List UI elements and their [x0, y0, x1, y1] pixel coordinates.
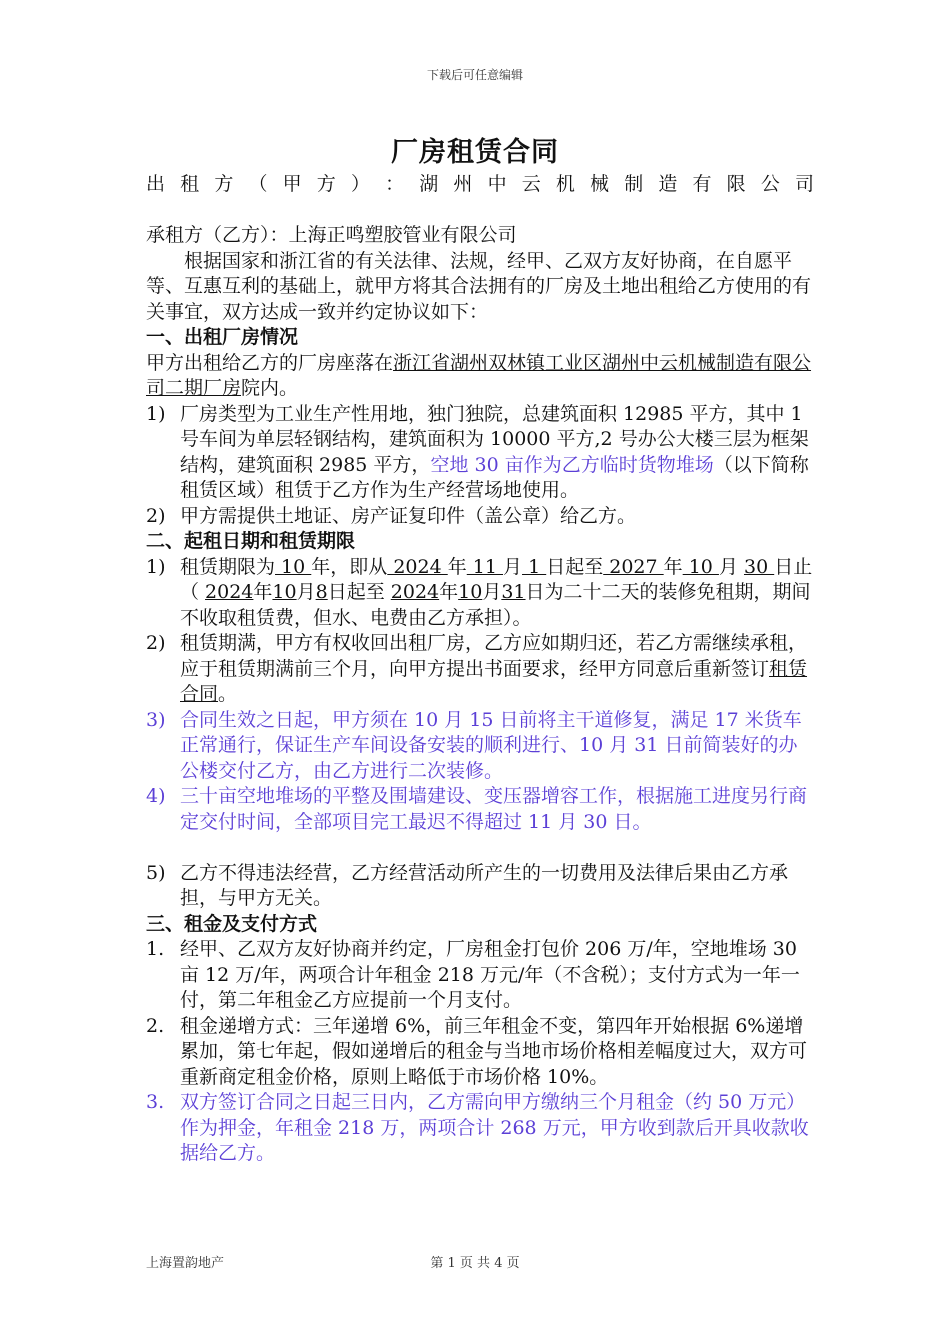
lessor-char: 械 [590, 173, 610, 195]
section2-item [146, 784, 814, 835]
section1-item [146, 504, 814, 530]
text-run: 日止（ [180, 555, 813, 603]
lessor-char: 方 [214, 173, 234, 195]
lessor-char: ： [385, 173, 405, 195]
item-number: 5) [146, 861, 166, 884]
lead-text: 院内。 [241, 377, 299, 399]
item-text: 甲方需提供土地证、房产证复印件（盖公章）给乙方。 [180, 504, 637, 527]
section2-item [146, 555, 814, 632]
item-text [180, 631, 814, 708]
start-month: 11 [466, 555, 504, 578]
lessor-char: 租 [180, 173, 200, 195]
text-run: 厂房类型为工业生产性用地，独门独院，总建筑面积 12985 平方，其中 1 号车间为单层轻钢结构，建筑面积为 10000 平方,2 号办公大楼三层为框架结构，建筑面积 2985 平方， [180, 402, 809, 476]
free-end-month: 10 [458, 581, 483, 603]
start-day: 1 [522, 555, 547, 578]
lessor-char: 造 [658, 173, 678, 195]
text-run: 月 [503, 555, 523, 578]
item-text: 经甲、乙双方友好协商并约定，厂房租金打包价 206 万/年，空地堆场 30 亩 12 万/年，两项合计年租金 218 万元/年（不含税）；支付方式为一年一付，第二年租金乙方应提前一个月支付。 [180, 938, 800, 1011]
lessor-char: 有 [692, 173, 712, 195]
text-run: 租赁期满，甲方有权收回出租厂房，乙方应如期归还，若乙方需继续承租，应于租赁期满前三个月，向甲方提出书面要求，经甲方同意后重新签订 [180, 632, 808, 680]
text-run: 月 [296, 581, 316, 603]
footer-page-number: 第 1 页 共 4 页 [430, 1256, 520, 1271]
free-end-year: 2024 [390, 581, 440, 603]
lessor-char: ） [350, 173, 370, 195]
lease-contract-link[interactable]: 租赁合同 [180, 657, 808, 705]
section2-heading: 二、起租日期和租赁期限 [146, 530, 356, 552]
item-number: 2) [146, 504, 166, 527]
item-text: 三十亩空地堆场的平整及围墙建设、变压器增容工作，根据施工进度另行商定交付时间，全部项目完工最迟不得超过 11 月 30 日。 [180, 785, 808, 833]
document-title: 厂房租赁合同 [391, 137, 559, 168]
end-month: 10 [682, 555, 719, 578]
lease-years: 10 [275, 555, 312, 578]
lessor-char: 司 [794, 173, 814, 195]
lessor-char: 制 [624, 173, 644, 195]
lessee-line: 承租方（乙方）：上海正鸣塑胶管业有限公司 [146, 224, 517, 246]
section2-item [146, 631, 814, 708]
text-run: （以下简称租赁区域）租赁于乙方作为生产经营场地使用。 [180, 453, 809, 501]
lessor-char: （ [248, 173, 268, 195]
item-text [180, 402, 814, 504]
text-run: 日起至 [546, 555, 604, 578]
lessor-char: 云 [521, 173, 541, 195]
item-text: 合同生效之日起，甲方须在 10 月 15 日前将主干道修复，满足 17 米货车正常通行，保证生产车间设备安装的顺利进行、10 月 31 日前简装好的办公楼交付乙方，由乙方进行二次装修。 [180, 708, 802, 782]
text-run: 月 [482, 581, 502, 603]
end-year: 2027 [603, 555, 664, 578]
item-number: 2. [146, 1014, 165, 1037]
lessor-char: 方 [316, 173, 336, 195]
item-text [180, 555, 814, 632]
text-run: 年 [447, 555, 467, 578]
section1-item [146, 402, 814, 504]
text-run: 。 [218, 683, 238, 705]
lessor-char: 甲 [282, 173, 302, 195]
item-number: 3) [146, 708, 166, 731]
lessor-char: 湖 [419, 173, 439, 195]
section3-item [146, 1090, 814, 1167]
lessor-char: 公 [760, 173, 780, 195]
highlighted-text: 空地 30 亩作为乙方临时货物堆场 [430, 453, 714, 476]
lessor-line [146, 172, 814, 198]
item-number: 3. [146, 1091, 165, 1113]
text-run: 日起至 [327, 581, 391, 603]
item-number: 1. [146, 938, 165, 960]
free-start-day: 8 [315, 581, 328, 603]
free-start-month: 10 [272, 581, 297, 603]
intro-paragraph: 根据国家和浙江省的有关法律、法规，经甲、乙双方友好协商，在自愿平等、互惠互利的基础上，就甲方将其合法拥有的厂房及土地出租给乙方使用的有关事宜，双方达成一致并约定协议如下： [146, 249, 812, 323]
text-run: 年，即从 [311, 555, 388, 578]
section2-item [146, 708, 814, 785]
end-day: 30 [743, 555, 775, 578]
spacer [146, 198, 814, 224]
lead-text: 甲方出租给乙方的厂房座落在 [146, 351, 394, 374]
header-note: 下载后可任意编辑 [426, 68, 523, 82]
item-number: 2) [146, 632, 166, 654]
section1-lead [146, 351, 814, 402]
section3-item [146, 1014, 814, 1091]
free-start-year: 2024 [205, 581, 254, 603]
text-run: 月 [718, 555, 744, 578]
item-number: 1) [146, 402, 166, 425]
item-number: 1) [146, 555, 166, 578]
text-run: 年 [253, 581, 273, 603]
item-text: 租金递增方式：三年递增 6%，前三年租金不变，第四年开始根据 6%递增累加，第七年起，假如递增后的租金与当地市场价格相差幅度过大，双方可重新商定租金价格，原则上略低于市场价格 10%。 [180, 1014, 808, 1088]
section2-item [146, 861, 814, 912]
text-run: 年 [663, 555, 683, 578]
contract-body [146, 172, 814, 1167]
lessor-char: 限 [726, 173, 746, 195]
item-text: 双方签订合同之日起三日内，乙方需向甲方缴纳三个月租金（约 50 万元）作为押金，年租金 218 万，两项合计 268 万元，甲方收到款后开具收款收据给乙方。 [180, 1091, 809, 1164]
spacer [146, 835, 814, 861]
lessor-char: 州 [453, 173, 473, 195]
item-number: 4) [146, 785, 166, 807]
lessor-char: 机 [555, 173, 575, 195]
free-end-day: 31 [501, 581, 526, 603]
lessor-char: 出 [146, 173, 166, 195]
section3-heading: 三、租金及支付方式 [146, 912, 318, 935]
lessor-char: 中 [487, 173, 507, 195]
section1-heading: 一、出租厂房情况 [146, 326, 299, 348]
text-run: 租赁期限为 [180, 555, 276, 578]
section3-item [146, 937, 814, 1014]
item-text: 乙方不得违法经营，乙方经营活动所产生的一切费用及法律后果由乙方承担，与甲方无关。 [180, 861, 789, 909]
start-year: 2024 [387, 555, 448, 578]
footer-company: 上海置韵地产 [146, 1256, 225, 1271]
text-run: 年 [439, 581, 459, 603]
text-run: 日为二十二天的装修免租期，期间不收取租赁费，但水、电费由乙方承担）。 [180, 581, 811, 629]
property-address: 浙江省湖州双林镇工业区湖州中云机械制造有限公司二期厂房 [146, 351, 812, 399]
